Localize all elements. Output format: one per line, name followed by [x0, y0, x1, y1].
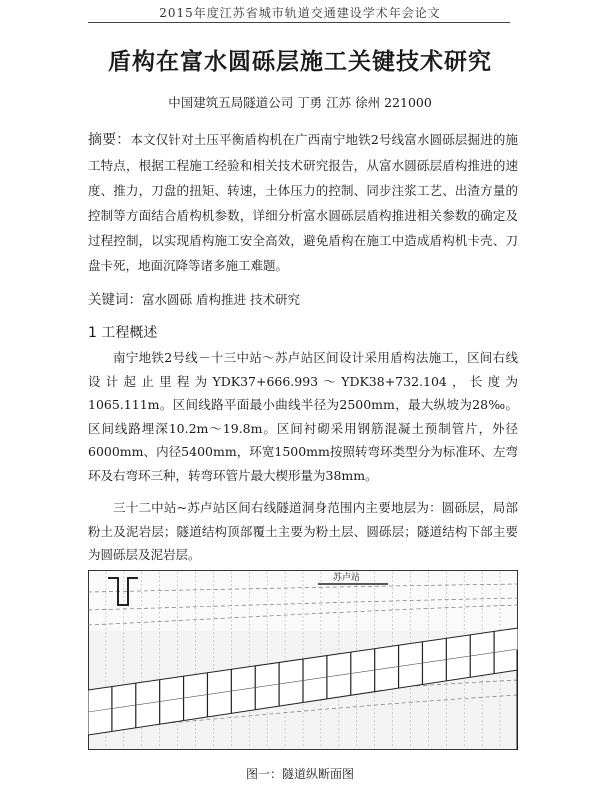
body-paragraph-1: 南宁地铁2号线－十三中站～苏卢站区间设计采用盾构法施工，区间右线设计起止里程为YDK37+666.993～YDK38+732.104，长度为1065.111m。区间线路平面最小曲线半径为2500mm，最大纵坡为28‰。区间线路埋深10.2m～19.8m。区间衬砌采用钢筋混凝土预制管片，外径6000mm、内径5400mm，环宽1500mm按照转弯环类型分为标准环、左弯环及右弯环三种，转弯环管片最大楔形量为38mm。: [88, 350, 518, 483]
abstract-label: 摘要：: [88, 132, 131, 148]
keywords-label: 关键词：: [88, 292, 142, 308]
tunnel-profile-drawing: [88, 570, 518, 750]
keywords-text: 富水圆砾 盾构推进 技术研究: [142, 292, 300, 307]
paper-title: 盾构在富水圆砾层施工关键技术研究: [108, 49, 492, 75]
keywords: [88, 288, 518, 308]
body-paragraph-2: 三十二中站~苏卢站区间右线隧道洞身范围内主要地层为：圆砾层，局部粉土及泥岩层；隧道结构顶部覆土主要为粉土层、圆砾层；隧道结构下部主要为圆砾层及泥岩层。: [88, 500, 518, 562]
author-affiliation: 中国建筑五局隧道公司 丁勇 江苏 徐州 221000: [168, 95, 432, 110]
abstract: [88, 127, 518, 278]
tunnel-profile-figure: [88, 570, 518, 750]
abstract-text: 本文仅针对土压平衡盾构机在广西南宁地铁2号线富水圆砾层掘进的施工特点，根据工程施工经验和相关技术研究报告，从富水圆砾层盾构推进的速度、推力，刀盘的扭矩、转速，土体压力的控制、同步注浆工艺、出渣方量的控制等方面结合盾构机参数，详细分析富水圆砾层盾构推进相关参数的确定及过程控制，以实现盾构施工安全高效，避免盾构在施工中造成盾构机卡壳、刀盘卡死，地面沉降等诸多施工难题。: [88, 132, 518, 273]
section-heading: 1 工程概述: [88, 325, 158, 341]
header-rule: [88, 22, 510, 23]
figure-caption: 图一：隧道纵断面图: [245, 767, 354, 781]
running-header: 2015年度江苏省城市轨道交通建设学术年会论文: [159, 6, 441, 20]
station-label: 苏卢站: [333, 573, 361, 583]
